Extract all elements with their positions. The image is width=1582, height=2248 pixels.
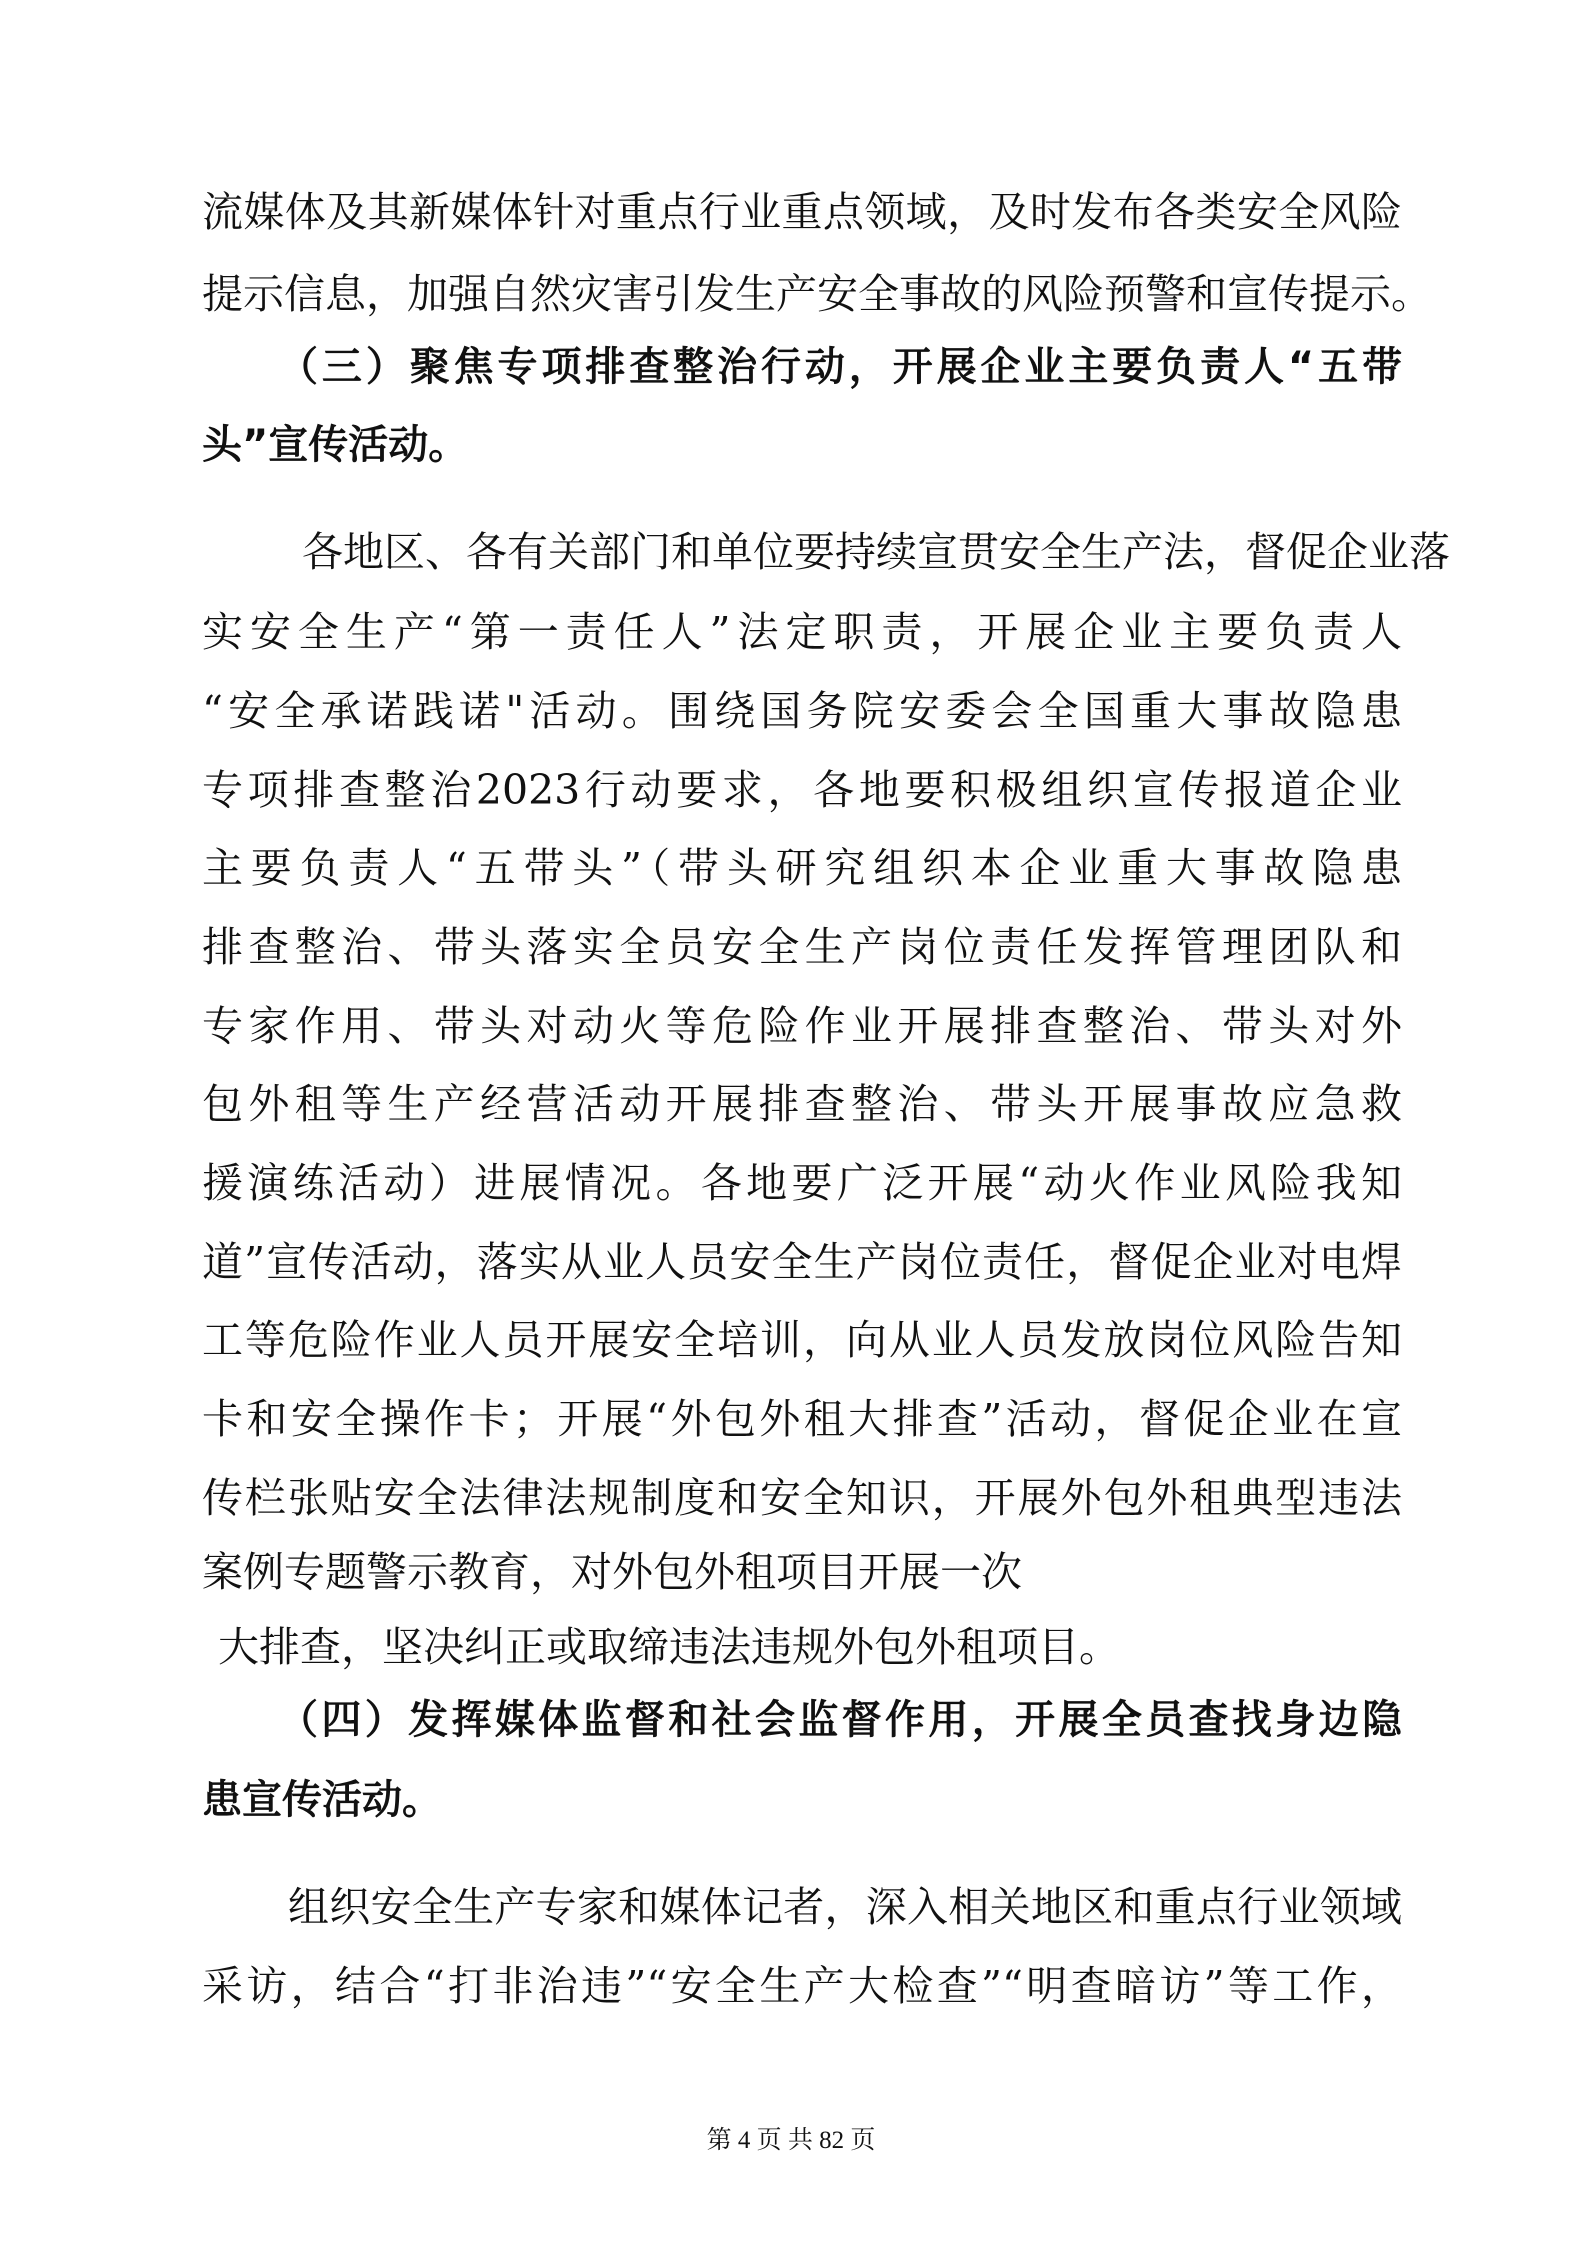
body-line: 采访，结合“打非治违”“安全生产大检查”“明查暗访”等工作， — [202, 1962, 1402, 2010]
section-heading-line: （四）发挥媒体监督和社会监督作用，开展全员查找身边隐 — [278, 1697, 1402, 1743]
section-heading-line: （三）聚焦专项排查整治行动，开展企业主要负责人“五带 — [278, 344, 1402, 390]
body-line: 专家作用、带头对动火等危险作业开展排查整治、带头对外 — [202, 1002, 1402, 1050]
body-line: 组织安全生产专家和媒体记者，深入相关地区和重点行业领域 — [288, 1883, 1402, 1931]
body-line: 包外租等生产经营活动开展排查整治、带头开展事故应急救 — [202, 1080, 1402, 1128]
body-line: 援演练活动）进展情况。各地要广泛开展“动火作业风险我知 — [202, 1159, 1402, 1207]
body-line: 排查整治、带头落实全员安全生产岗位责任发挥管理团队和 — [202, 923, 1402, 971]
page-number-footer: 第 4 页 共 82 页 — [706, 2127, 876, 2154]
body-line: 传栏张贴安全法律法规制度和安全知识，开展外包外租典型违法 — [202, 1474, 1402, 1522]
section-heading-line: 患宣传活动。 — [202, 1777, 442, 1823]
body-line: 工等危险作业人员开展安全培训，向从业人员发放岗位风险告知 — [202, 1316, 1402, 1364]
body-line: 道”宣传活动，落实从业人员安全生产岗位责任，督促企业对电焊 — [202, 1238, 1402, 1286]
body-line: 实安全生产“第一责任人”法定职责，开展企业主要负责人 — [202, 608, 1402, 656]
section-heading-line: 头”宣传活动。 — [202, 422, 469, 468]
body-line: 大排查，坚决纠正或取缔违法违规外包外租项目。 — [218, 1623, 1120, 1671]
body-line: 提示信息，加强自然灾害引发生产安全事故的风险预警和宣传提示。 — [202, 270, 1432, 318]
body-line: 各地区、各有关部门和单位要持续宣贯安全生产法，督促企业落 — [302, 528, 1450, 576]
body-line: 专项排查整治2023行动要求，各地要积极组织宣传报道企业 — [202, 766, 1402, 814]
body-line: 主要负责人“五带头”（带头研究组织本企业重大事故隐患 — [202, 844, 1402, 892]
body-line: “安全承诺践诺"活动。围绕国务院安委会全国重大事故隐患 — [202, 687, 1402, 735]
body-line: 流媒体及其新媒体针对重点行业重点领域，及时发布各类安全风险 — [202, 188, 1402, 236]
body-line: 案例专题警示教育，对外包外租项目开展一次 — [202, 1548, 1022, 1596]
body-line: 卡和安全操作卡；开展“外包外租大排查”活动，督促企业在宣 — [202, 1395, 1402, 1443]
